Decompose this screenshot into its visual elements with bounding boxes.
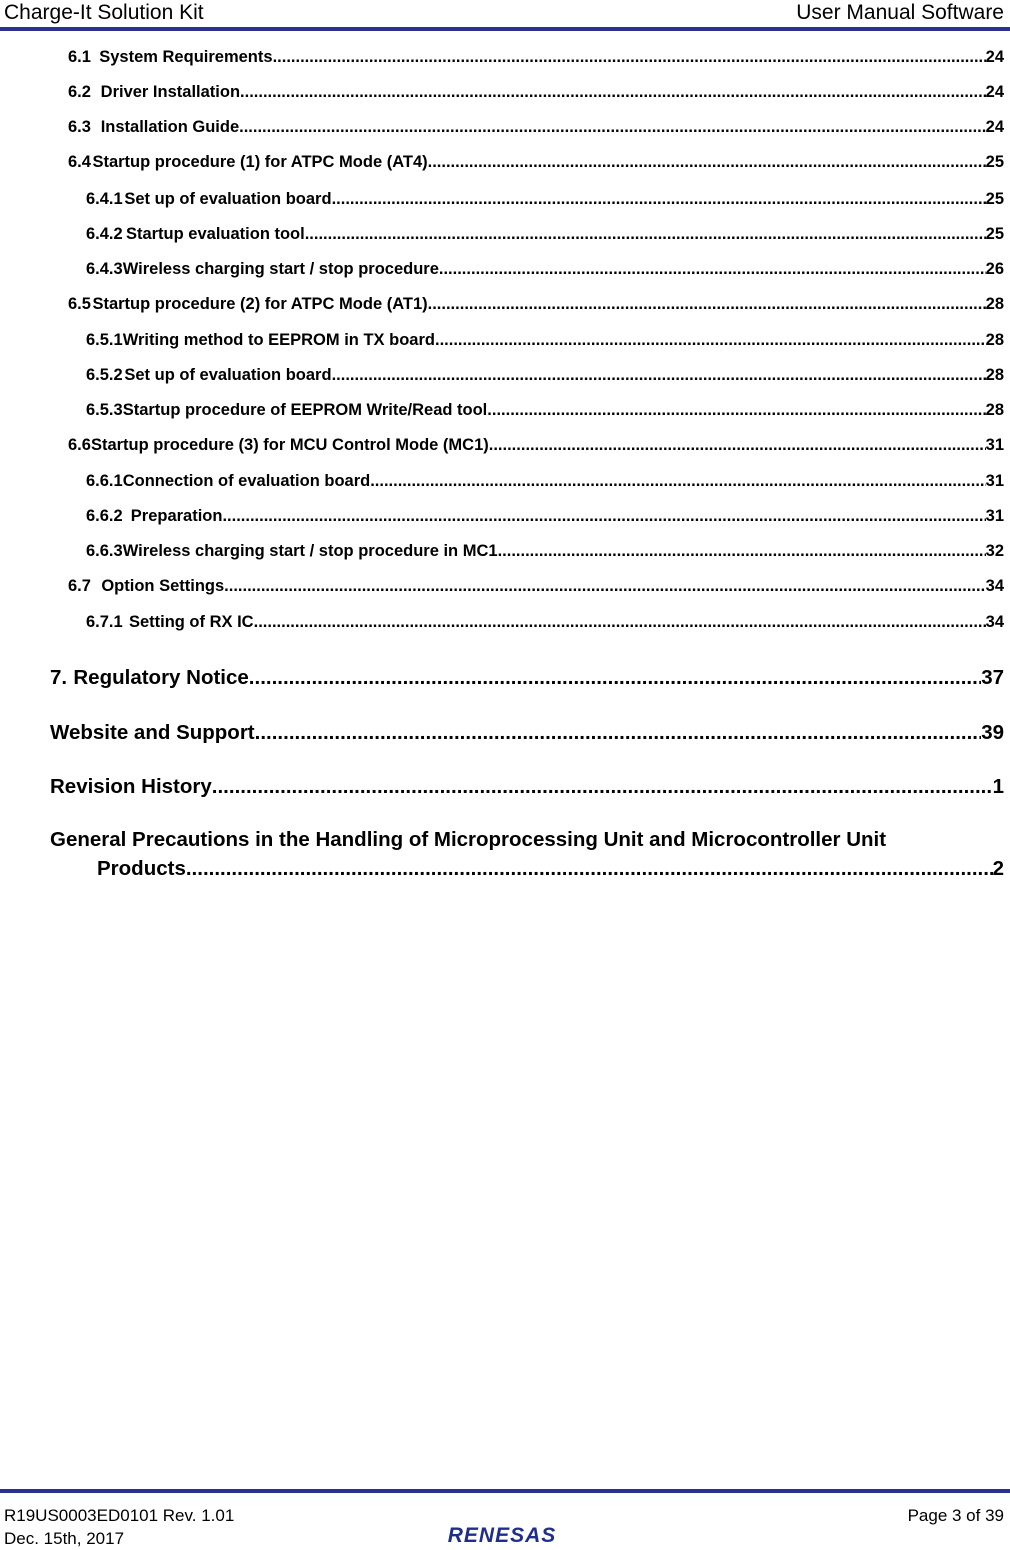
toc-page: 24 <box>985 118 1004 136</box>
toc-leader <box>240 83 986 102</box>
toc-chapter-entry[interactable] <box>50 666 1004 690</box>
toc-entry[interactable] <box>86 260 1004 279</box>
toc-leader <box>498 542 986 561</box>
toc-title: Wireless charging start / stop procedure in MC1 <box>122 542 498 560</box>
toc-title: Regulatory Notice <box>73 666 249 689</box>
header-right-title: User Manual Software <box>796 1 1004 24</box>
toc-number: 6.6 <box>68 436 91 454</box>
toc-leader <box>370 472 985 491</box>
toc-title: Connection of evaluation board <box>122 472 371 490</box>
header-rule <box>0 27 1010 31</box>
toc-leader <box>332 190 986 209</box>
toc-page: 31 <box>985 436 1004 454</box>
toc-leader <box>186 857 993 881</box>
toc-entry[interactable] <box>68 153 1004 172</box>
toc-title: Startup procedure (1) for ATPC Mode (AT4) <box>92 153 428 171</box>
toc-title: Preparation <box>130 507 223 525</box>
toc-number: 6.5.3 <box>86 401 123 419</box>
header-left-title: Charge-It Solution Kit <box>4 1 204 24</box>
toc-number: 6.4.2 <box>86 225 123 243</box>
toc-leader <box>273 48 986 67</box>
toc-page: 34 <box>985 613 1004 631</box>
toc-chapter-entry[interactable] <box>50 775 1004 799</box>
toc-title: Option Settings <box>101 577 225 595</box>
toc-entry[interactable] <box>68 577 1004 596</box>
toc-title-line1: General Precautions in the Handling of Microprocessing Unit and Microcontroller Unit <box>50 828 887 851</box>
toc-number: 6.5.1 <box>86 331 123 349</box>
toc-chapter-entry[interactable] <box>97 857 1004 881</box>
toc-title: Wireless charging start / stop procedure <box>122 260 439 278</box>
toc-leader <box>224 577 985 596</box>
toc-page: 25 <box>985 225 1004 243</box>
toc-page: 24 <box>985 48 1004 66</box>
toc-title: Startup procedure of EEPROM Write/Read tool <box>122 401 488 419</box>
toc-leader <box>439 260 986 279</box>
toc-number: 6.1 <box>68 48 91 66</box>
toc-number: 6.6.3 <box>86 542 123 560</box>
toc-leader <box>249 666 981 690</box>
toc-entry[interactable] <box>86 542 1004 561</box>
page-footer <box>0 1498 1010 1550</box>
toc-page: 25 <box>985 153 1004 171</box>
toc-leader <box>254 613 986 632</box>
page-header <box>0 0 1010 30</box>
toc-page: 28 <box>985 331 1004 349</box>
toc-entry[interactable] <box>68 118 1004 137</box>
toc-page: 34 <box>985 577 1004 595</box>
toc-number: 6.4.3 <box>86 260 123 278</box>
toc-page: 28 <box>985 295 1004 313</box>
toc-title: Setting of RX IC <box>128 613 254 631</box>
toc-entry[interactable] <box>68 295 1004 314</box>
toc-title: Startup procedure (3) for MCU Control Mode (MC1) <box>90 436 489 454</box>
toc-title: Startup procedure (2) for ATPC Mode (AT1) <box>92 295 428 313</box>
toc-number: 6.2 <box>68 83 91 101</box>
toc-entry[interactable] <box>86 613 1004 632</box>
toc-page: 25 <box>985 190 1004 208</box>
toc-number: 6.6.2 <box>86 507 123 525</box>
toc-leader <box>489 436 986 455</box>
toc-entry[interactable] <box>86 225 1004 244</box>
document-id: R19US0003ED0101 Rev. 1.01 <box>4 1506 235 1525</box>
toc-number: 6.6.1 <box>86 472 123 490</box>
document-date: Dec. 15th, 2017 <box>4 1529 125 1548</box>
toc-entry[interactable] <box>86 507 1004 526</box>
toc-page: 31 <box>985 507 1004 525</box>
toc-entry[interactable] <box>86 472 1004 491</box>
toc-page: 24 <box>985 83 1004 101</box>
toc-entry[interactable] <box>86 331 1004 350</box>
toc-number: 6.4.1 <box>86 190 123 208</box>
toc-number: 6.4 <box>68 153 91 171</box>
toc-leader <box>428 153 986 172</box>
toc-leader <box>239 118 986 137</box>
page-number: Page 3 of 39 <box>907 1506 1004 1525</box>
toc-page: 28 <box>985 366 1004 384</box>
toc-number: 6.3 <box>68 118 91 136</box>
toc-entry[interactable] <box>86 190 1004 209</box>
toc-title: Installation Guide <box>100 118 240 136</box>
toc-number: 6.5.2 <box>86 366 123 384</box>
toc-leader <box>212 775 993 799</box>
toc-title: Revision History <box>50 775 212 798</box>
toc-leader <box>332 366 986 385</box>
toc-title: Products <box>97 857 186 880</box>
toc-title: Driver Installation <box>100 83 241 101</box>
toc-leader <box>255 721 982 745</box>
renesas-logo-icon <box>427 1524 577 1546</box>
footer-rule <box>0 1489 1010 1493</box>
toc-entry[interactable] <box>86 401 1004 420</box>
toc-title: Writing method to EEPROM in TX board <box>122 331 435 349</box>
toc-page: 39 <box>981 721 1004 744</box>
toc-page: 26 <box>985 260 1004 278</box>
toc-page: 2 <box>992 857 1004 880</box>
toc-title: Set up of evaluation board <box>124 366 332 384</box>
toc-number: 6.7 <box>68 577 91 595</box>
toc-title: System Requirements <box>99 48 273 66</box>
toc-leader <box>428 295 986 314</box>
toc-entry[interactable] <box>68 436 1004 455</box>
toc-number: 6.7.1 <box>86 613 123 631</box>
toc-leader <box>305 225 986 244</box>
toc-leader <box>487 401 985 420</box>
toc-number: 6.5 <box>68 295 91 313</box>
toc-title: Website and Support <box>50 721 255 744</box>
toc-page: 31 <box>985 472 1004 490</box>
toc-title: Set up of evaluation board <box>124 190 332 208</box>
toc-page: 37 <box>981 666 1004 689</box>
svg-text:RENESAS: RENESAS <box>447 1524 557 1546</box>
toc-title: Startup evaluation tool <box>125 225 305 243</box>
toc-number: 7. <box>50 666 68 689</box>
toc-page: 1 <box>992 775 1004 798</box>
toc-leader <box>222 507 985 526</box>
toc-page: 32 <box>985 542 1004 560</box>
toc-chapter-entry[interactable] <box>50 721 1004 745</box>
toc-entry[interactable] <box>68 48 1004 67</box>
toc-entry[interactable] <box>68 83 1004 102</box>
toc-page: 28 <box>985 401 1004 419</box>
toc-leader <box>435 331 986 350</box>
toc-entry[interactable] <box>86 366 1004 385</box>
